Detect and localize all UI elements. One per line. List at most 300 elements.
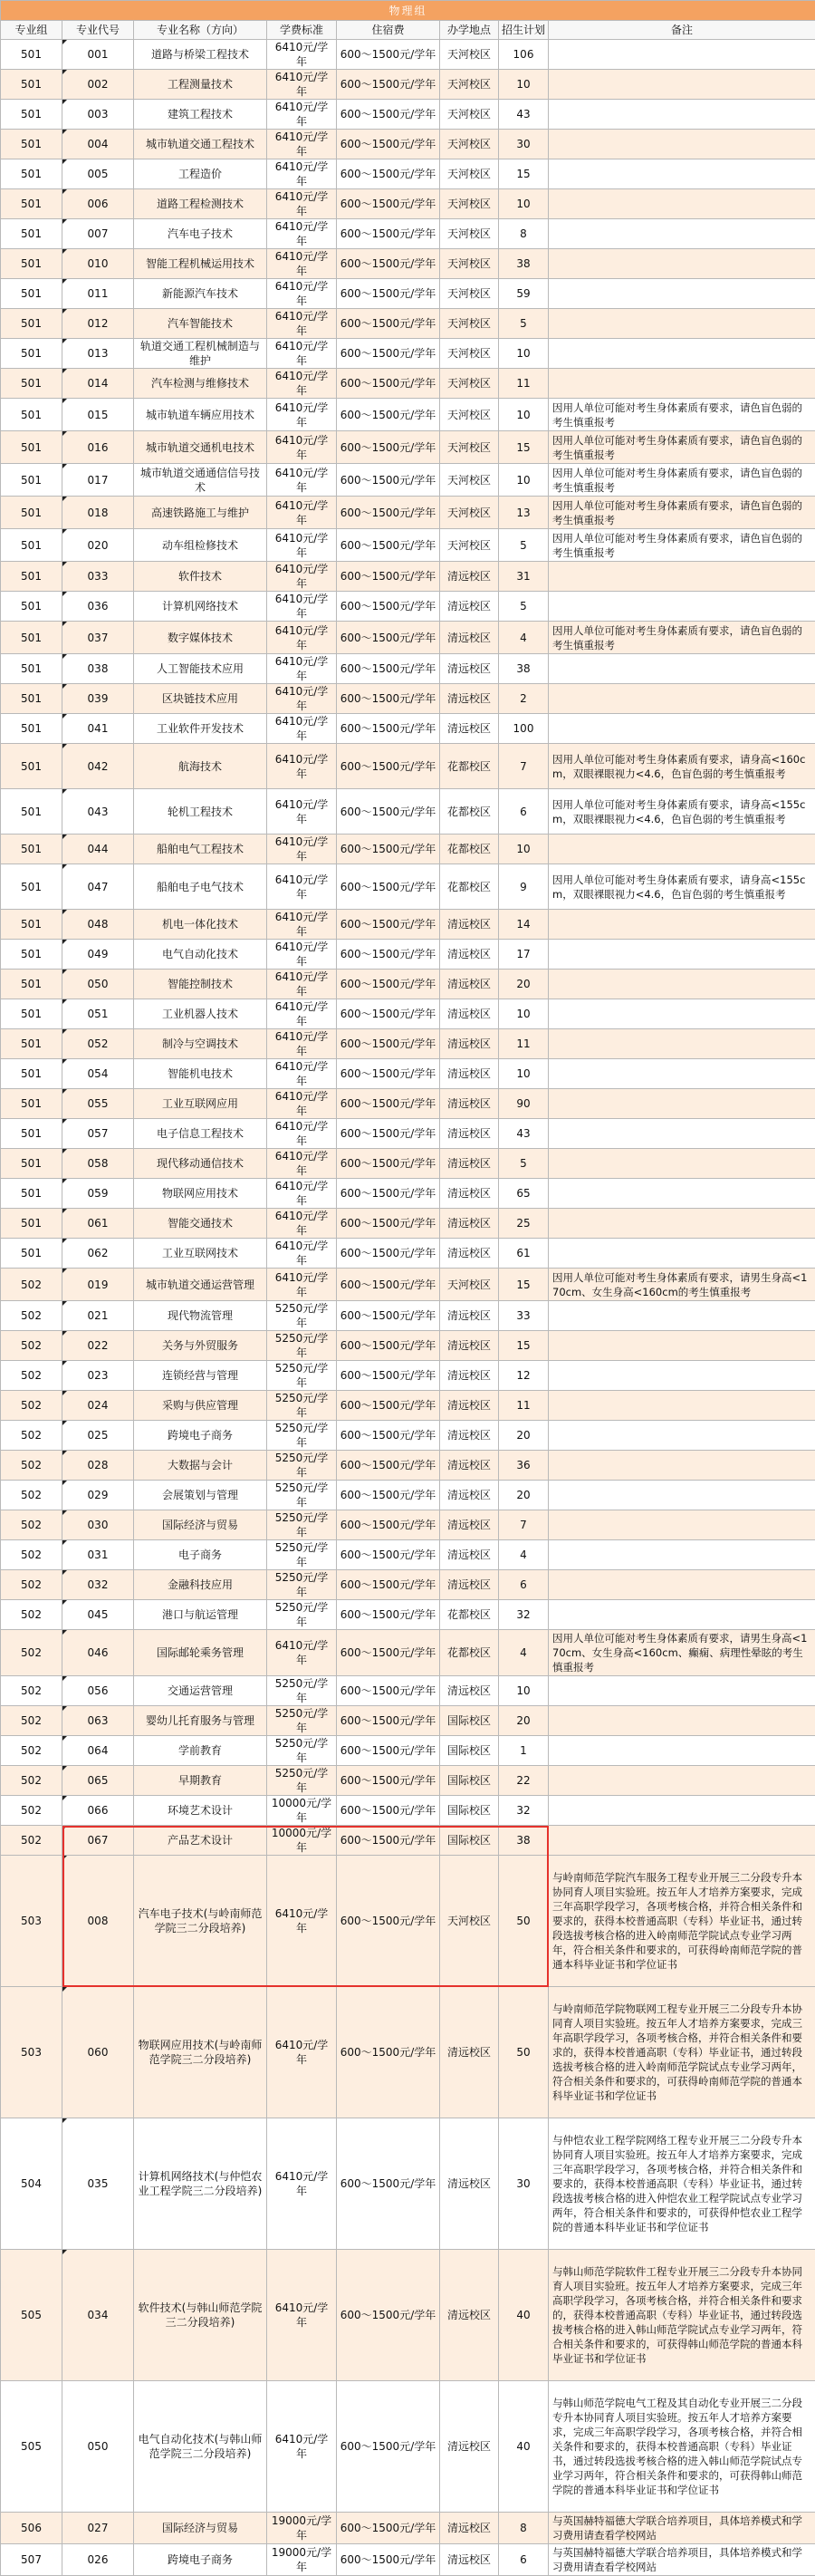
table-row: [1, 464, 815, 497]
cell-group: 501: [1, 940, 62, 970]
cell-group: 502: [1, 1540, 62, 1570]
cell-note: 因用人单位可能对考生身体素质有要求，请身高<155cm，双眼裸眼视力<4.6，色盲色弱的考生慎重报考: [549, 864, 815, 910]
comment-marker-icon: [62, 1451, 67, 1455]
code-text: 023: [88, 1369, 109, 1382]
comment-marker-icon: [62, 339, 67, 343]
cell-plan: 11: [499, 369, 549, 399]
cell-group: 501: [1, 714, 62, 744]
table-row: [1, 399, 815, 431]
cell-plan: 11: [499, 1029, 549, 1059]
cell-code: [62, 1766, 134, 1796]
cell-code: [62, 1987, 134, 2118]
cell-code: [62, 1796, 134, 1826]
cell-group: 501: [1, 189, 62, 219]
cell-tuition: 6410元/学年: [267, 2250, 337, 2381]
cell-campus: 清远校区: [440, 940, 499, 970]
table-row: [1, 249, 815, 279]
code-text: 052: [88, 1037, 109, 1050]
cell-plan: 10: [499, 189, 549, 219]
code-text: 017: [88, 474, 109, 487]
cell-tuition: 6410元/学年: [267, 189, 337, 219]
table-row: [1, 1510, 815, 1540]
cell-code: [62, 1481, 134, 1510]
cell-campus: 花都校区: [440, 1600, 499, 1630]
cell-tuition: 6410元/学年: [267, 1269, 337, 1301]
comment-marker-icon: [62, 1269, 67, 1273]
comment-marker-icon: [62, 1987, 67, 1992]
cell-code: [62, 1149, 134, 1179]
cell-tuition: 6410元/学年: [267, 1239, 337, 1269]
cell-code: [62, 1059, 134, 1089]
cell-code: [62, 744, 134, 789]
cell-major-name: 汽车检测与维修技术: [134, 369, 267, 399]
cell-major-name: 采购与供应管理: [134, 1391, 267, 1421]
table-row: [1, 497, 815, 529]
cell-campus: 清远校区: [440, 714, 499, 744]
cell-plan: 11: [499, 1391, 549, 1421]
cell-dorm-fee: 600～1500元/学年: [337, 622, 440, 654]
cell-code: [62, 159, 134, 189]
cell-note: [549, 1239, 815, 1269]
cell-code: [62, 789, 134, 835]
cell-campus: 清远校区: [440, 654, 499, 684]
comment-marker-icon: [62, 789, 67, 794]
cell-dorm-fee: 600～1500元/学年: [337, 1421, 440, 1451]
code-text: 057: [88, 1127, 109, 1140]
cell-note: [549, 1540, 815, 1570]
cell-tuition: 5250元/学年: [267, 1600, 337, 1630]
cell-code: [62, 497, 134, 529]
comment-marker-icon: [62, 70, 67, 74]
cell-code: [62, 1676, 134, 1706]
code-text: 045: [88, 1608, 109, 1621]
cell-note: [549, 1736, 815, 1766]
cell-campus: 天河校区: [440, 159, 499, 189]
cell-tuition: 5250元/学年: [267, 1361, 337, 1391]
cell-campus: 清远校区: [440, 1209, 499, 1239]
cell-campus: 天河校区: [440, 100, 499, 130]
cell-tuition: 5250元/学年: [267, 1540, 337, 1570]
cell-dorm-fee: 600～1500元/学年: [337, 189, 440, 219]
cell-major-name: 工业互联网应用: [134, 1089, 267, 1119]
cell-plan: 38: [499, 654, 549, 684]
cell-campus: 清远校区: [440, 2250, 499, 2381]
cell-dorm-fee: 600～1500元/学年: [337, 864, 440, 910]
cell-dorm-fee: 600～1500元/学年: [337, 1600, 440, 1630]
comment-marker-icon: [62, 431, 67, 436]
code-text: 035: [88, 2177, 109, 2190]
comment-marker-icon: [62, 159, 67, 164]
cell-tuition: 6410元/学年: [267, 744, 337, 789]
code-text: 049: [88, 948, 109, 960]
table-row: [1, 1421, 815, 1451]
cell-campus: 天河校区: [440, 219, 499, 249]
comment-marker-icon: [62, 369, 67, 373]
cell-major-name: 建筑工程技术: [134, 100, 267, 130]
comment-marker-icon: [62, 1600, 67, 1605]
cell-code: [62, 431, 134, 464]
cell-plan: 5: [499, 592, 549, 622]
table-row: [1, 339, 815, 369]
cell-plan: 10: [499, 70, 549, 100]
header-campus: 办学地点: [440, 21, 499, 40]
cell-campus: 清远校区: [440, 622, 499, 654]
cell-group: 503: [1, 1987, 62, 2118]
cell-code: [62, 714, 134, 744]
cell-plan: 100: [499, 714, 549, 744]
cell-group: 501: [1, 529, 62, 562]
table-row: [1, 789, 815, 835]
cell-plan: 14: [499, 910, 549, 940]
cell-campus: 清远校区: [440, 1421, 499, 1451]
cell-code: [62, 1451, 134, 1481]
cell-major-name: 汽车智能技术: [134, 309, 267, 339]
cell-plan: 15: [499, 1331, 549, 1361]
cell-note: 因用人单位可能对考生身体素质有要求，请色盲色弱的考生慎重报考: [549, 622, 815, 654]
cell-tuition: 6410元/学年: [267, 1179, 337, 1209]
table-row: [1, 1059, 815, 1089]
cell-group: 502: [1, 1766, 62, 1796]
code-text: 046: [88, 1646, 109, 1659]
table-body: [1, 40, 815, 2576]
table-row: [1, 1089, 815, 1119]
cell-dorm-fee: 600～1500元/学年: [337, 159, 440, 189]
cell-dorm-fee: 600～1500元/学年: [337, 1826, 440, 1856]
cell-dorm-fee: 600～1500元/学年: [337, 339, 440, 369]
comment-marker-icon: [62, 464, 67, 468]
code-text: 055: [88, 1097, 109, 1110]
cell-plan: 10: [499, 1059, 549, 1089]
comment-marker-icon: [62, 562, 67, 566]
cell-tuition: 6410元/学年: [267, 40, 337, 70]
table-row: [1, 1796, 815, 1826]
cell-code: [62, 130, 134, 159]
cell-campus: 天河校区: [440, 464, 499, 497]
cell-plan: 31: [499, 562, 549, 592]
cell-group: 502: [1, 1331, 62, 1361]
cell-code: [62, 999, 134, 1029]
cell-group: 506: [1, 2513, 62, 2544]
table-row: [1, 219, 815, 249]
cell-dorm-fee: 600～1500元/学年: [337, 999, 440, 1029]
code-text: 024: [88, 1399, 109, 1412]
cell-tuition: 6410元/学年: [267, 70, 337, 100]
cell-plan: 90: [499, 1089, 549, 1119]
cell-major-name: 道路工程检测技术: [134, 189, 267, 219]
cell-dorm-fee: 600～1500元/学年: [337, 100, 440, 130]
cell-dorm-fee: 600～1500元/学年: [337, 1179, 440, 1209]
cell-campus: 花都校区: [440, 744, 499, 789]
cell-campus: 天河校区: [440, 369, 499, 399]
cell-tuition: 6410元/学年: [267, 431, 337, 464]
comment-marker-icon: [62, 864, 67, 869]
table-row: [1, 1766, 815, 1796]
code-text: 021: [88, 1309, 109, 1322]
cell-major-name: 国际经济与贸易: [134, 1510, 267, 1540]
header-code: 专业代号: [62, 21, 134, 40]
cell-code: [62, 864, 134, 910]
table-row: [1, 1540, 815, 1570]
comment-marker-icon: [62, 1149, 67, 1153]
cell-tuition: 6410元/学年: [267, 100, 337, 130]
cell-code: [62, 1089, 134, 1119]
cell-tuition: 5250元/学年: [267, 1391, 337, 1421]
comment-marker-icon: [62, 1029, 67, 1034]
cell-code: [62, 1209, 134, 1239]
cell-major-name: 国际经济与贸易: [134, 2513, 267, 2544]
table-row: [1, 2544, 815, 2576]
cell-plan: 8: [499, 219, 549, 249]
cell-dorm-fee: 600～1500元/学年: [337, 1269, 440, 1301]
cell-code: [62, 1570, 134, 1600]
cell-dorm-fee: 600～1500元/学年: [337, 130, 440, 159]
cell-group: 501: [1, 684, 62, 714]
cell-note: 与岭南师范学院物联网工程专业开展三二分段专升本协同育人项目实验班。按五年人才培养方案要求，完成三年高职学段学习，各项考核合格，并符合相关条件和要求的，获得本校普通高职（专科）毕业证书，通过转段选拔考核合格的进入岭南师范学院试点专业学习两年，符合相关条件和要求的，可获得岭南师范学院的普通本科毕业证书和学位证书: [549, 1987, 815, 2118]
cell-note: [549, 130, 815, 159]
cell-plan: 4: [499, 622, 549, 654]
cell-group: 501: [1, 130, 62, 159]
cell-major-name: 汽车电子技术: [134, 219, 267, 249]
comment-marker-icon: [62, 999, 67, 1004]
table-row: [1, 835, 815, 864]
cell-group: 501: [1, 464, 62, 497]
table-row: [1, 159, 815, 189]
comment-marker-icon: [62, 279, 67, 284]
cell-major-name: 工业软件开发技术: [134, 714, 267, 744]
cell-tuition: 6410元/学年: [267, 1089, 337, 1119]
cell-dorm-fee: 600～1500元/学年: [337, 1987, 440, 2118]
code-text: 038: [88, 662, 109, 675]
comment-marker-icon: [62, 654, 67, 659]
cell-code: [62, 399, 134, 431]
cell-code: [62, 464, 134, 497]
cell-major-name: 工程造价: [134, 159, 267, 189]
cell-plan: 40: [499, 2250, 549, 2381]
cell-code: [62, 249, 134, 279]
comment-marker-icon: [62, 2118, 67, 2123]
cell-plan: 10: [499, 1676, 549, 1706]
cell-dorm-fee: 600～1500元/学年: [337, 1796, 440, 1826]
cell-group: 502: [1, 1826, 62, 1856]
cell-tuition: 6410元/学年: [267, 970, 337, 999]
cell-tuition: 6410元/学年: [267, 684, 337, 714]
comment-marker-icon: [62, 100, 67, 104]
code-text: 058: [88, 1157, 109, 1170]
header-note: 备注: [549, 21, 815, 40]
cell-campus: 清远校区: [440, 2544, 499, 2576]
cell-campus: 清远校区: [440, 970, 499, 999]
cell-group: 501: [1, 744, 62, 789]
cell-major-name: 数字媒体技术: [134, 622, 267, 654]
cell-note: [549, 1676, 815, 1706]
code-text: 036: [88, 600, 109, 613]
code-text: 061: [88, 1217, 109, 1230]
cell-major-name: 船舶电子电气技术: [134, 864, 267, 910]
cell-major-name: 人工智能技术应用: [134, 654, 267, 684]
table-row: [1, 1630, 815, 1676]
cell-dorm-fee: 600～1500元/学年: [337, 1301, 440, 1331]
table-row: [1, 2513, 815, 2544]
table-row: [1, 1570, 815, 1600]
cell-major-name: 工业机器人技术: [134, 999, 267, 1029]
table-row: [1, 1600, 815, 1630]
cell-campus: 天河校区: [440, 249, 499, 279]
cell-dorm-fee: 600～1500元/学年: [337, 2118, 440, 2250]
cell-tuition: 6410元/学年: [267, 910, 337, 940]
cell-group: 502: [1, 1451, 62, 1481]
cell-campus: 花都校区: [440, 835, 499, 864]
cell-tuition: 6410元/学年: [267, 249, 337, 279]
cell-group: 501: [1, 970, 62, 999]
cell-major-name: 道路与桥梁工程技术: [134, 40, 267, 70]
cell-code: [62, 279, 134, 309]
cell-group: 501: [1, 100, 62, 130]
cell-code: [62, 1706, 134, 1736]
cell-group: 502: [1, 1570, 62, 1600]
cell-group: 501: [1, 1209, 62, 1239]
table-row: [1, 864, 815, 910]
cell-code: [62, 1361, 134, 1391]
cell-dorm-fee: 600～1500元/学年: [337, 1149, 440, 1179]
cell-major-name: 智能机电技术: [134, 1059, 267, 1089]
cell-plan: 30: [499, 2118, 549, 2250]
cell-tuition: 6410元/学年: [267, 339, 337, 369]
comment-marker-icon: [62, 40, 67, 44]
cell-campus: 天河校区: [440, 189, 499, 219]
cell-major-name: 物联网应用技术: [134, 1179, 267, 1209]
comment-marker-icon: [62, 744, 67, 748]
header-dorm-fee: 住宿费: [337, 21, 440, 40]
table-row: [1, 2250, 815, 2381]
cell-group: 501: [1, 1029, 62, 1059]
cell-group: 501: [1, 309, 62, 339]
table-row: [1, 369, 815, 399]
cell-plan: 10: [499, 999, 549, 1029]
cell-plan: 22: [499, 1766, 549, 1796]
comment-marker-icon: [62, 1826, 67, 1830]
cell-campus: 清远校区: [440, 1331, 499, 1361]
cell-note: 因用人单位可能对考生身体素质有要求，请男生身高<170cm、女生身高<160cm、癫痫、病理性晕眩的考生慎重报考: [549, 1630, 815, 1676]
table-row: [1, 1179, 815, 1209]
cell-note: [549, 279, 815, 309]
table-row: [1, 1481, 815, 1510]
cell-note: [549, 70, 815, 100]
cell-major-name: 婴幼儿托育服务与管理: [134, 1706, 267, 1736]
cell-group: 501: [1, 1089, 62, 1119]
code-text: 008: [88, 1915, 109, 1927]
cell-dorm-fee: 600～1500元/学年: [337, 399, 440, 431]
cell-tuition: 6410元/学年: [267, 369, 337, 399]
table-header-row: [1, 21, 815, 40]
code-text: 063: [88, 1714, 109, 1727]
table-row: [1, 1987, 815, 2118]
cell-code: [62, 529, 134, 562]
cell-dorm-fee: 600～1500元/学年: [337, 684, 440, 714]
cell-note: 因用人单位可能对考生身体素质有要求，请身高<160cm，双眼裸眼视力<4.6，色盲色弱的考生慎重报考: [549, 744, 815, 789]
comment-marker-icon: [62, 1856, 67, 1860]
cell-group: 501: [1, 592, 62, 622]
cell-major-name: 动车组检修技术: [134, 529, 267, 562]
code-text: 030: [88, 1519, 109, 1531]
cell-campus: 清远校区: [440, 1391, 499, 1421]
cell-tuition: 6410元/学年: [267, 529, 337, 562]
cell-plan: 50: [499, 1987, 549, 2118]
cell-tuition: 6410元/学年: [267, 622, 337, 654]
cell-dorm-fee: 600～1500元/学年: [337, 40, 440, 70]
cell-group: 505: [1, 2250, 62, 2381]
cell-code: [62, 1600, 134, 1630]
cell-code: [62, 910, 134, 940]
cell-group: 502: [1, 1481, 62, 1510]
cell-dorm-fee: 600～1500元/学年: [337, 1481, 440, 1510]
cell-dorm-fee: 600～1500元/学年: [337, 1361, 440, 1391]
cell-dorm-fee: 600～1500元/学年: [337, 592, 440, 622]
comment-marker-icon: [62, 1119, 67, 1124]
table-row: [1, 189, 815, 219]
cell-campus: 清远校区: [440, 1149, 499, 1179]
cell-note: [549, 1510, 815, 1540]
cell-tuition: 5250元/学年: [267, 1570, 337, 1600]
cell-major-name: 产品艺术设计: [134, 1826, 267, 1856]
cell-major-name: 轮机工程技术: [134, 789, 267, 835]
cell-major-name: 电子信息工程技术: [134, 1119, 267, 1149]
cell-tuition: 5250元/学年: [267, 1301, 337, 1331]
code-text: 005: [88, 168, 109, 180]
cell-major-name: 软件技术: [134, 562, 267, 592]
cell-dorm-fee: 600～1500元/学年: [337, 970, 440, 999]
cell-note: [549, 999, 815, 1029]
cell-note: 与韩山师范学院软件工程专业开展三二分段专升本协同育人项目实验班。按五年人才培养方案要求，完成三年高职学段学习，各项考核合格，并符合相关条件和要求的，获得本校普通高职（专科）毕业证书，通过转段选拔考核合格的进入韩山师范学院试点专业学习两年，符合相关条件和要求的，可获得韩山师范学院的普通本科毕业证书和学位证书: [549, 2250, 815, 2381]
cell-note: [549, 1421, 815, 1451]
code-text: 014: [88, 377, 109, 390]
cell-group: 501: [1, 70, 62, 100]
code-text: 028: [88, 1459, 109, 1471]
cell-tuition: 6410元/学年: [267, 1119, 337, 1149]
cell-plan: 106: [499, 40, 549, 70]
cell-campus: 花都校区: [440, 789, 499, 835]
cell-plan: 17: [499, 940, 549, 970]
cell-major-name: 关务与外贸服务: [134, 1331, 267, 1361]
code-text: 051: [88, 1008, 109, 1020]
cell-note: [549, 1089, 815, 1119]
comment-marker-icon: [62, 309, 67, 314]
cell-major-name: 连锁经营与管理: [134, 1361, 267, 1391]
cell-dorm-fee: 600～1500元/学年: [337, 714, 440, 744]
cell-plan: 13: [499, 497, 549, 529]
cell-group: 502: [1, 1796, 62, 1826]
code-text: 047: [88, 881, 109, 893]
cell-plan: 15: [499, 431, 549, 464]
cell-code: [62, 2118, 134, 2250]
cell-dorm-fee: 600～1500元/学年: [337, 1676, 440, 1706]
cell-code: [62, 940, 134, 970]
cell-plan: 40: [499, 2381, 549, 2513]
cell-code: [62, 189, 134, 219]
cell-dorm-fee: 600～1500元/学年: [337, 1239, 440, 1269]
cell-group: 507: [1, 2544, 62, 2576]
cell-major-name: 环境艺术设计: [134, 1796, 267, 1826]
table-row: [1, 1856, 815, 1987]
table-row: [1, 562, 815, 592]
comment-marker-icon: [62, 1209, 67, 1213]
cell-note: [549, 189, 815, 219]
cell-note: 因用人单位可能对考生身体素质有要求，请男生身高<170cm、女生身高<160cm的考生慎重报考: [549, 1269, 815, 1301]
cell-dorm-fee: 600～1500元/学年: [337, 431, 440, 464]
cell-code: [62, 1736, 134, 1766]
cell-tuition: 6410元/学年: [267, 835, 337, 864]
cell-campus: 清远校区: [440, 684, 499, 714]
cell-tuition: 5250元/学年: [267, 1766, 337, 1796]
